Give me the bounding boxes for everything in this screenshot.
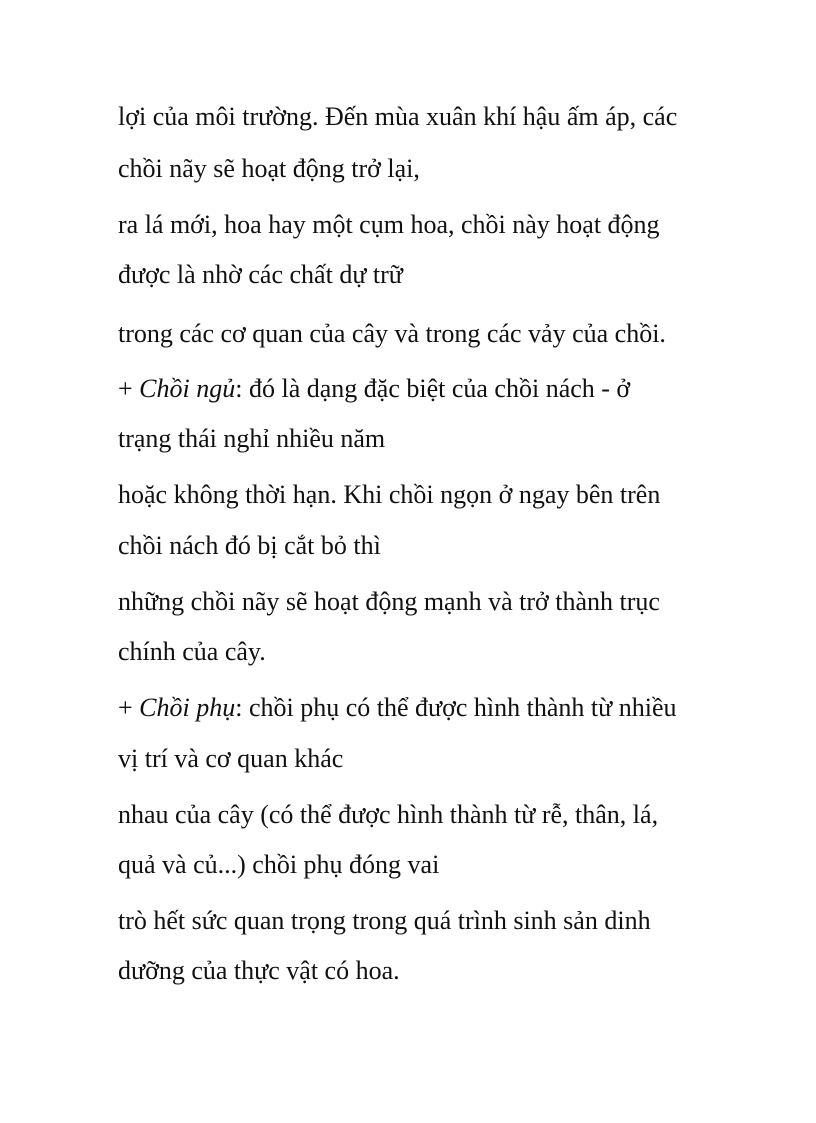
term-definition: : đó là dạng đặc biệt của chồi nách - ở — [235, 374, 631, 403]
text-line: những chồi nãy sẽ hoạt động mạnh và trở thành trục — [118, 587, 660, 616]
term-definition: : chồi phụ có thể được hình thành từ nhiều — [235, 693, 677, 722]
text-line: chính của cây. — [118, 637, 266, 666]
text-line: quả và củ...) chồi phụ đóng vai — [118, 850, 440, 879]
text-line: trong các cơ quan của cây và trong các vảy của chồi. — [118, 319, 666, 348]
bullet-line-choi-phu — [118, 695, 677, 721]
text-line: nhau của cây (có thể được hình thành từ rễ, thân, lá, — [118, 800, 659, 829]
text-line: dưỡng của thực vật có hoa. — [118, 956, 400, 985]
text-line: chồi nách đó bị cắt bỏ thì — [118, 531, 381, 560]
text-line: lợi của môi trường. Đến mùa xuân khí hậu ấm áp, các — [118, 102, 678, 131]
text-line: được là nhờ các chất dự trữ — [118, 260, 403, 289]
bullet-marker: + — [118, 693, 140, 722]
text-line: trò hết sức quan trọng trong quá trình sinh sản dinh — [118, 906, 651, 935]
term-choi-phu: Chồi phụ — [139, 693, 236, 722]
term-choi-ngu: Chồi ngủ — [139, 374, 236, 403]
text-line: vị trí và cơ quan khác — [118, 744, 344, 773]
text-line: ra lá mới, hoa hay một cụm hoa, chồi này hoạt động — [118, 210, 660, 239]
text-line: chồi nãy sẽ hoạt động trở lại, — [118, 154, 420, 183]
text-line: hoặc không thời hạn. Khi chồi ngọn ở ngay bên trên — [118, 480, 661, 509]
text-line: trạng thái nghỉ nhiều năm — [118, 424, 386, 453]
bullet-line-choi-ngu — [118, 376, 630, 402]
bullet-marker: + — [118, 374, 140, 403]
